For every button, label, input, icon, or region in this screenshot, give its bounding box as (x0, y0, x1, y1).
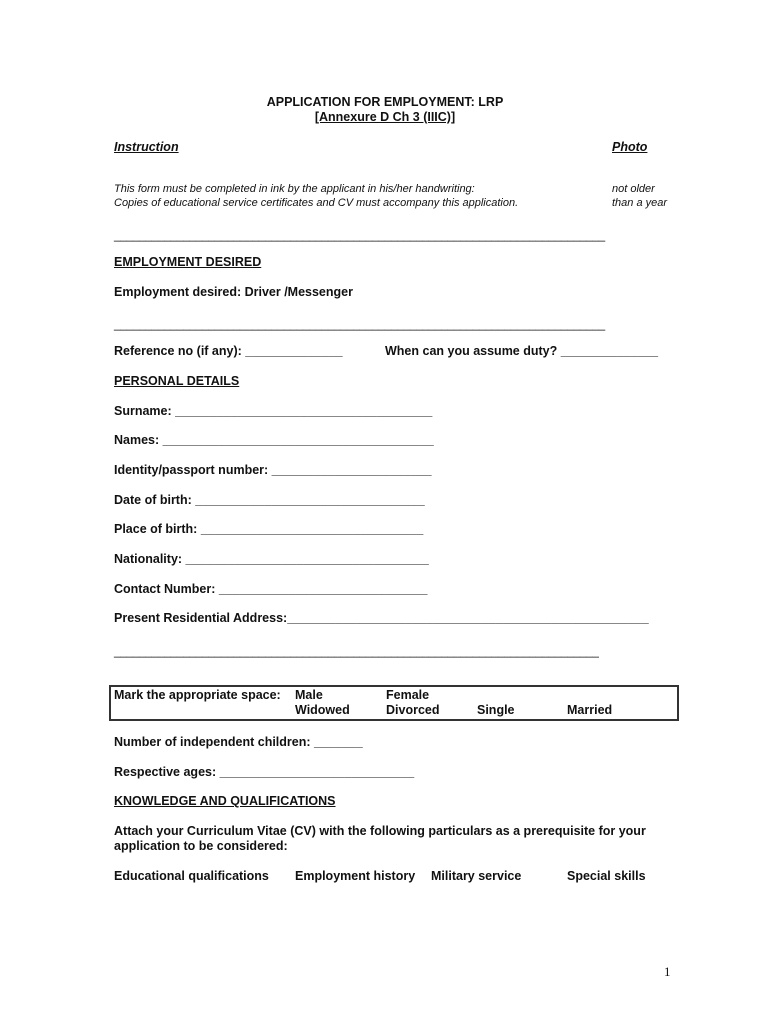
option-male[interactable]: Male (295, 688, 323, 702)
option-divorced[interactable]: Divorced (386, 703, 440, 717)
qualification-item-skills: Special skills (567, 869, 646, 883)
form-title: APPLICATION FOR EMPLOYMENT: LRP (266, 95, 504, 109)
respective-ages-field[interactable]: Respective ages: ____________________________ (114, 765, 415, 779)
option-single[interactable]: Single (477, 703, 515, 717)
identity-number-field[interactable]: Identity/passport number: _______________________ (114, 463, 432, 477)
attach-cv-text-line1: Attach your Curriculum Vitae (CV) with the following particulars as a prerequisite for your (114, 824, 646, 838)
qualification-item-educational: Educational qualifications (114, 869, 269, 883)
instruction-text-line1: This form must be completed in ink by the applicant in his/her handwriting: (114, 183, 475, 195)
marital-status-label: Mark the appropriate space: (114, 688, 281, 702)
instruction-text-line2: Copies of educational service certificates and CV must accompany this application. (114, 197, 519, 209)
divider-line: ______________________________________________________________________________ (114, 230, 606, 242)
photo-heading: Photo (612, 140, 648, 154)
instruction-heading: Instruction (114, 140, 179, 154)
photo-note-line1: not older (612, 183, 655, 195)
assume-duty-field[interactable]: When can you assume duty? ______________ (385, 344, 659, 358)
photo-note-line2: than a year (612, 197, 668, 209)
surname-field[interactable]: Surname: _____________________________________ (114, 404, 433, 418)
option-married[interactable]: Married (567, 703, 613, 717)
address-continuation-line[interactable]: _____________________________________________________________________________ (114, 646, 599, 658)
reference-number-field[interactable]: Reference no (if any): ______________ (114, 344, 343, 358)
nationality-field[interactable]: Nationality: ___________________________________ (114, 552, 429, 566)
place-of-birth-field[interactable]: Place of birth: ________________________________ (114, 522, 424, 536)
page-number: 1 (664, 964, 671, 979)
personal-details-heading: PERSONAL DETAILS (114, 374, 240, 388)
form-subtitle: [Annexure D Ch 3 (IIIC)] (314, 110, 456, 124)
employment-desired-field: Employment desired: Driver /Messenger (114, 285, 353, 299)
divider-line: ______________________________________________________________________________ (114, 319, 606, 331)
independent-children-field[interactable]: Number of independent children: _______ (114, 735, 363, 749)
qualification-item-military: Military service (431, 869, 522, 883)
option-widowed[interactable]: Widowed (295, 703, 350, 717)
residential-address-field[interactable]: Present Residential Address:____________________________________________________ (114, 611, 649, 625)
attach-cv-text-line2: application to be considered: (114, 839, 288, 853)
contact-number-field[interactable]: Contact Number: ______________________________ (114, 582, 428, 596)
qualification-item-employment: Employment history (295, 869, 416, 883)
employment-heading: EMPLOYMENT DESIRED (114, 255, 262, 269)
option-female[interactable]: Female (386, 688, 430, 702)
knowledge-heading: KNOWLEDGE AND QUALIFICATIONS (114, 794, 336, 808)
date-of-birth-field[interactable]: Date of birth: _________________________________ (114, 493, 425, 507)
names-field[interactable]: Names: _______________________________________ (114, 433, 434, 447)
